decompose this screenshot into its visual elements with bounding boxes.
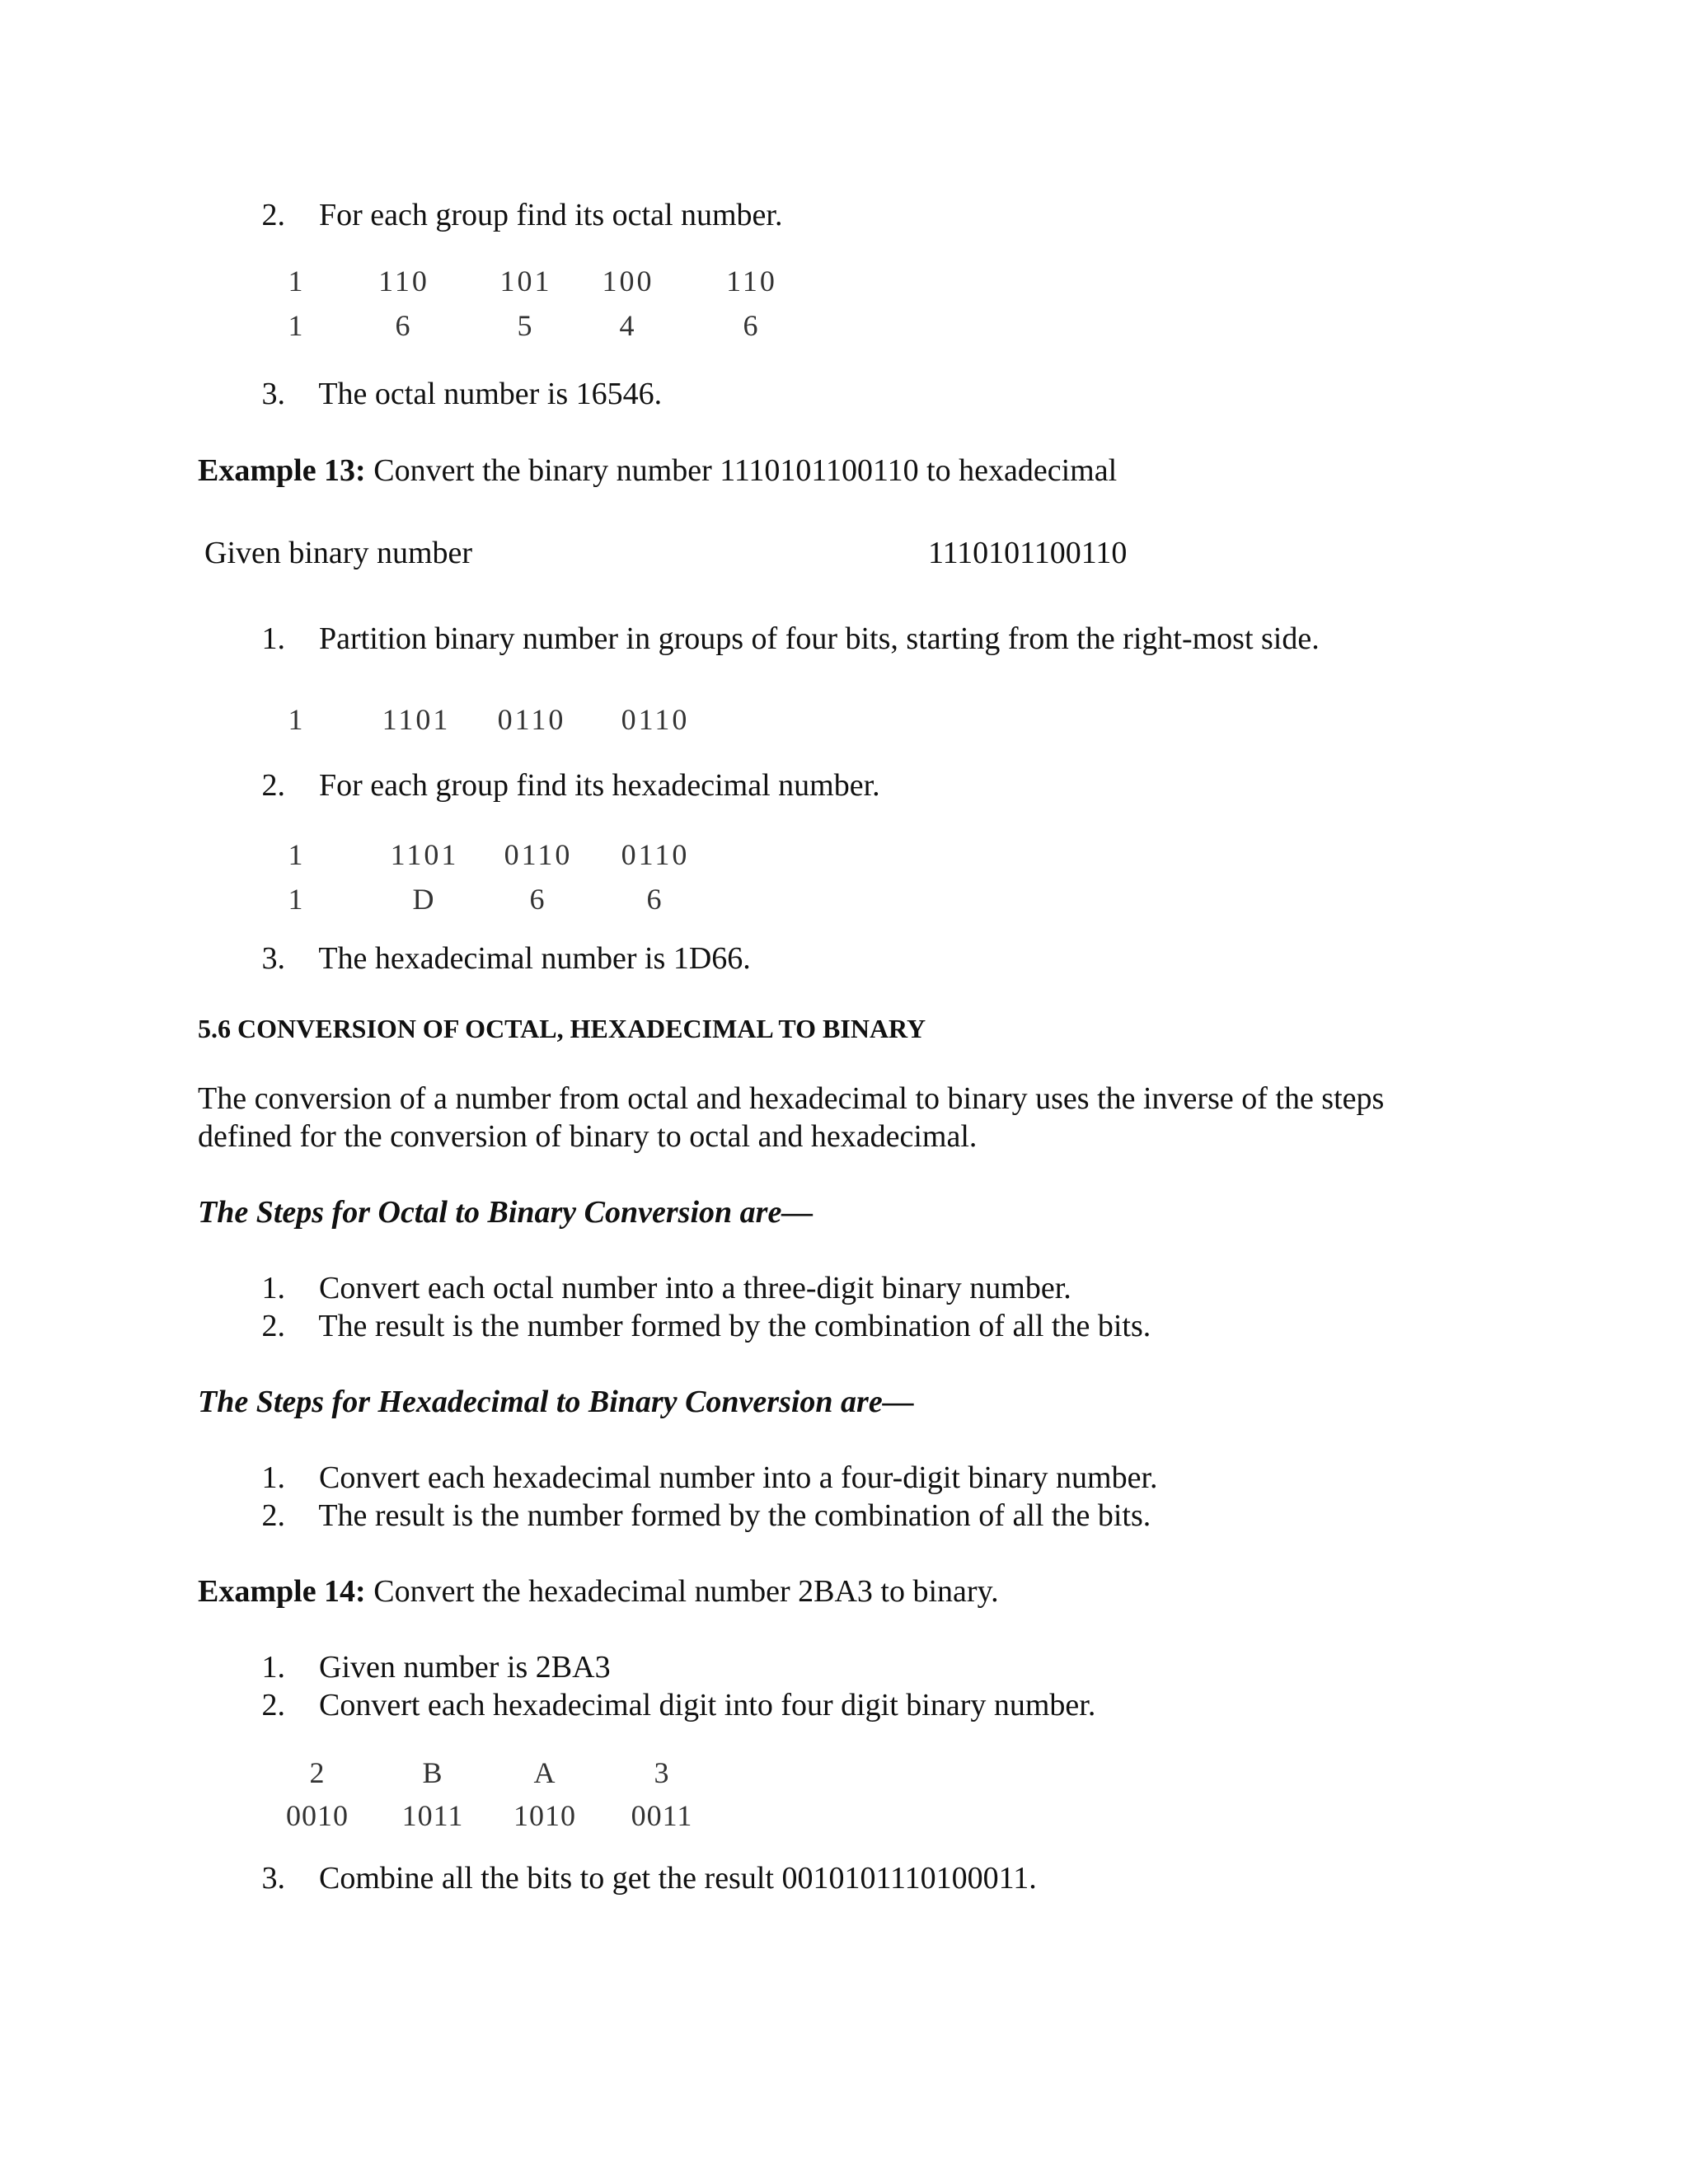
- list-text: The result is the number formed by the combination of all the bits.: [318, 1498, 1151, 1533]
- group-bits: 0110: [621, 838, 690, 871]
- list-text: Combine all the bits to get the result 0010101110100011.: [319, 1861, 1037, 1896]
- list-item: [234, 1497, 1151, 1535]
- example-label: Example 14:: [198, 1574, 366, 1609]
- group-digit: 6: [529, 883, 547, 916]
- list-number: 3.: [261, 1861, 285, 1896]
- example-text: Convert the binary number 1110101100110 to hexadecimal: [365, 453, 1118, 488]
- group-bits: 110: [378, 265, 429, 298]
- list-text: Partition binary number in groups of four bits, starting from the right-most side.: [319, 621, 1320, 656]
- list-item: [234, 1859, 1037, 1897]
- list-item: [234, 766, 880, 804]
- list-text: The octal number is 16546.: [318, 377, 663, 411]
- example-14-title: [198, 1572, 999, 1610]
- group-bits: 0110: [621, 703, 690, 736]
- list-number: 2.: [261, 1309, 285, 1343]
- subheading-hex-to-binary: The Steps for Hexadecimal to Binary Conversion are—: [198, 1385, 914, 1419]
- hex-to-binary-table: [280, 1755, 725, 1838]
- group-digit: 1: [288, 883, 306, 916]
- binary-group: 0010: [286, 1799, 349, 1832]
- given-value: 1110101100110: [928, 536, 1128, 570]
- group-bits: 0110: [504, 838, 573, 871]
- list-text: The result is the number formed by the combination of all the bits.: [318, 1309, 1151, 1343]
- list-number: 3.: [261, 941, 285, 976]
- hex-group-table: [280, 837, 742, 920]
- list-text: Convert each hexadecimal number into a four-digit binary number.: [319, 1460, 1158, 1495]
- given-label: Given binary number: [204, 536, 473, 570]
- list-number: 1.: [261, 621, 285, 656]
- group-digit: 4: [619, 309, 637, 342]
- list-text: Convert each hexadecimal digit into four digit binary number.: [319, 1688, 1096, 1722]
- group-bits: 0110: [497, 703, 566, 736]
- hex-digit: 3: [654, 1756, 670, 1789]
- list-number: 2.: [261, 1688, 285, 1722]
- group-bits: 1: [288, 703, 306, 736]
- list-text: Given number is 2BA3: [319, 1650, 611, 1685]
- list-item: [234, 1686, 1095, 1724]
- partition-row: [280, 702, 742, 740]
- group-digit: 5: [517, 309, 535, 342]
- list-number: 1.: [261, 1460, 285, 1495]
- hex-digit: A: [533, 1756, 556, 1789]
- subheading-octal-to-binary: The Steps for Octal to Binary Conversion are—: [198, 1195, 814, 1230]
- group-digit: 1: [288, 309, 306, 342]
- hex-digit: B: [422, 1756, 443, 1789]
- list-number: 2.: [261, 198, 285, 232]
- list-item: [234, 620, 1320, 658]
- group-digit: 6: [395, 309, 413, 342]
- list-number: 3.: [261, 377, 285, 411]
- binary-group: 1011: [401, 1799, 464, 1832]
- list-number: 1.: [261, 1650, 285, 1685]
- list-text: The hexadecimal number is 1D66.: [318, 941, 751, 976]
- example-13-title: [198, 452, 1117, 490]
- example-text: Convert the hexadecimal number 2BA3 to binary.: [365, 1574, 999, 1609]
- group-bits: 1: [288, 838, 306, 871]
- group-bits: 1101: [390, 838, 459, 871]
- list-text: Convert each octal number into a three-digit binary number.: [319, 1271, 1071, 1305]
- group-digit: D: [412, 883, 437, 916]
- group-bits: 1101: [382, 703, 451, 736]
- list-item: [234, 375, 662, 413]
- list-item: [234, 940, 751, 977]
- group-digit: 6: [646, 883, 664, 916]
- list-item: [234, 1269, 1071, 1307]
- list-number: 2.: [261, 1498, 285, 1533]
- group-digit: 6: [743, 309, 761, 342]
- section-heading: 5.6 CONVERSION OF OCTAL, HEXADECIMAL TO BINARY: [198, 1014, 926, 1043]
- paragraph-line: defined for the conversion of binary to octal and hexadecimal.: [198, 1119, 978, 1154]
- group-bits: 110: [726, 265, 777, 298]
- group-bits: 100: [602, 265, 654, 298]
- list-item: [234, 1307, 1151, 1345]
- hex-digit: 2: [309, 1756, 326, 1789]
- list-text: For each group find its hexadecimal number.: [319, 768, 880, 803]
- paragraph-line: The conversion of a number from octal and hexadecimal to binary uses the inverse of the steps: [198, 1081, 1385, 1116]
- list-item: [234, 1459, 1158, 1497]
- binary-group: 0011: [631, 1799, 693, 1832]
- list-text: For each group find its octal number.: [319, 198, 783, 232]
- example-label: Example 13:: [198, 453, 366, 488]
- group-bits: 101: [499, 265, 552, 298]
- list-item: [234, 1648, 611, 1686]
- list-number: 1.: [261, 1271, 285, 1305]
- list-item: [234, 196, 783, 234]
- group-bits: 1: [288, 265, 306, 298]
- list-number: 2.: [261, 768, 285, 803]
- binary-group: 1010: [513, 1799, 576, 1832]
- octal-group-table: [280, 264, 808, 346]
